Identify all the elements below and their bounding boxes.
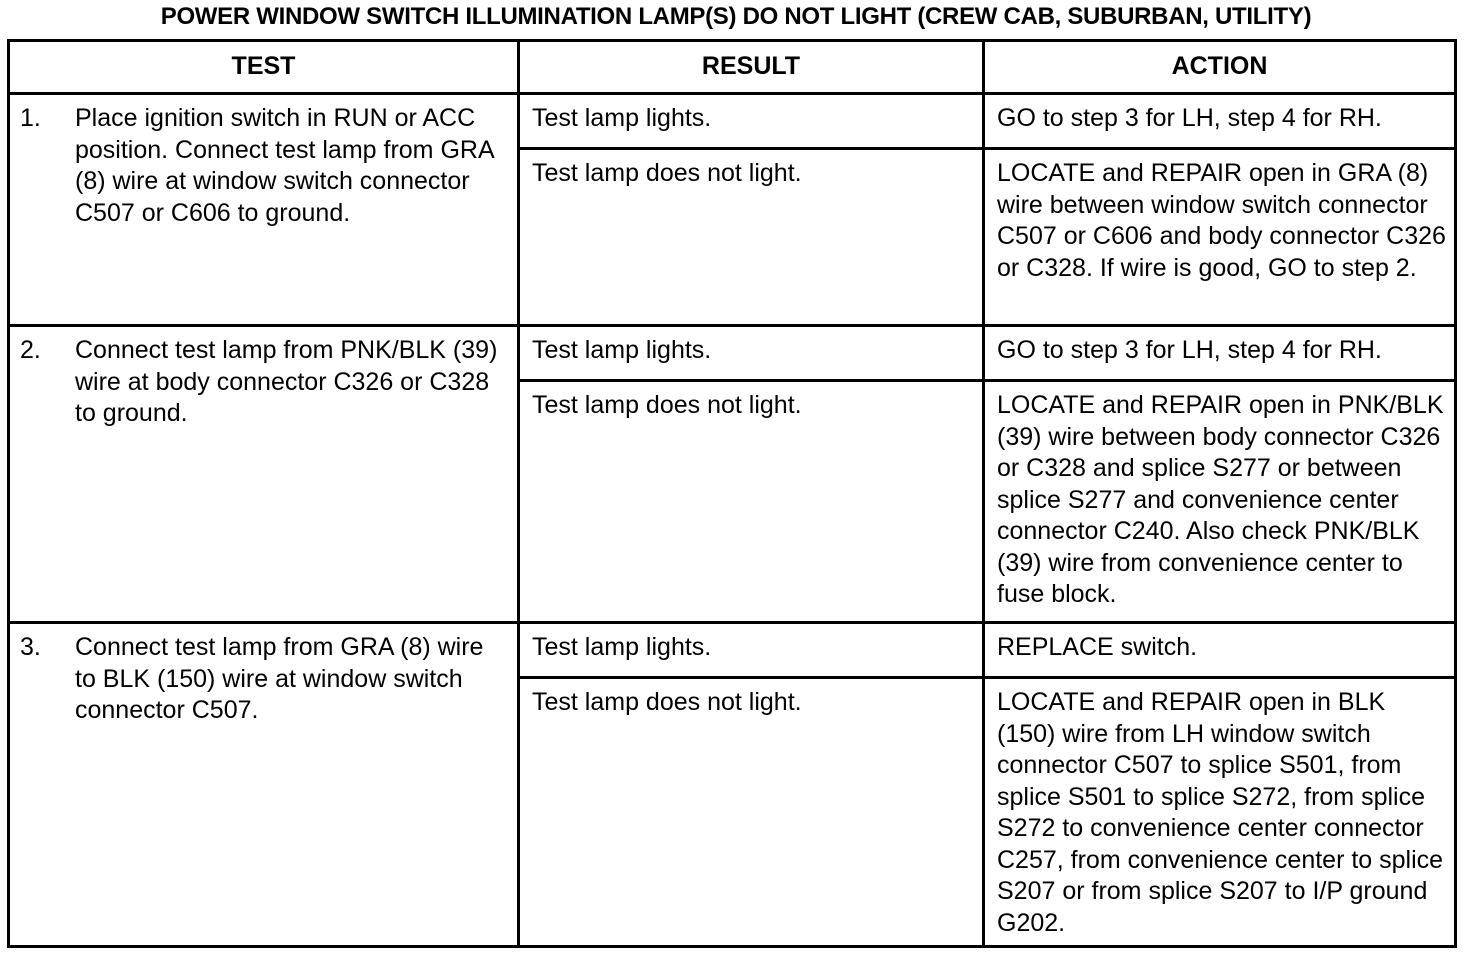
result-cell: Test lamp lights. [519, 326, 984, 381]
result-cell: Test lamp does not light. [519, 381, 984, 623]
test-description: Connect test lamp from PNK/BLK (39) wire at body connector C326 or C328 to ground. [75, 336, 498, 427]
step-number: 1. [20, 104, 41, 132]
column-header-action: ACTION [984, 41, 1456, 94]
table-row [9, 623, 1456, 678]
table-row [9, 326, 1456, 381]
table-row [9, 94, 1456, 149]
result-cell: Test lamp does not light. [519, 149, 984, 326]
page-title: POWER WINDOW SWITCH ILLUMINATION LAMP(S) DO NOT LIGHT (CREW CAB, SUBURBAN, UTILITY) [160, 3, 1312, 30]
diagnostic-table [7, 39, 1457, 948]
test-cell [9, 94, 519, 326]
column-header-result: RESULT [519, 41, 984, 94]
result-cell: Test lamp does not light. [519, 678, 984, 947]
action-cell: LOCATE and REPAIR open in PNK/BLK (39) wire between body connector C326 or C328 and splice S277 or between splice S277 and convenience center connector C240. Also check PNK/BLK (39) wire from convenience center to fuse block. [984, 381, 1456, 623]
action-cell: REPLACE switch. [984, 623, 1456, 678]
action-cell: LOCATE and REPAIR open in BLK (150) wire from LH window switch connector C507 to splice S501, from splice S501 to splice S272, from splice S272 to convenience center connector C257, from convenience center to splice S207 or from splice S207 to I/P ground G202. [984, 678, 1456, 947]
action-cell: GO to step 3 for LH, step 4 for RH. [984, 326, 1456, 381]
test-cell [9, 623, 519, 947]
test-description: Connect test lamp from GRA (8) wire to BLK (150) wire at window switch connector C507. [75, 633, 484, 724]
header-row [9, 41, 1456, 94]
column-header-test: TEST [9, 41, 519, 94]
action-cell: LOCATE and REPAIR open in GRA (8) wire between window switch connector C507 or C606 and body connector C326 or C328. If wire is good, GO to step 2. [984, 149, 1456, 326]
test-cell [9, 326, 519, 623]
step-number: 2. [20, 336, 41, 364]
test-description: Place ignition switch in RUN or ACC position. Connect test lamp from GRA (8) wire at window switch connector C507 or C606 to ground. [75, 104, 494, 227]
result-cell: Test lamp lights. [519, 623, 984, 678]
result-cell: Test lamp lights. [519, 94, 984, 149]
step-number: 3. [20, 633, 41, 661]
action-cell: GO to step 3 for LH, step 4 for RH. [984, 94, 1456, 149]
